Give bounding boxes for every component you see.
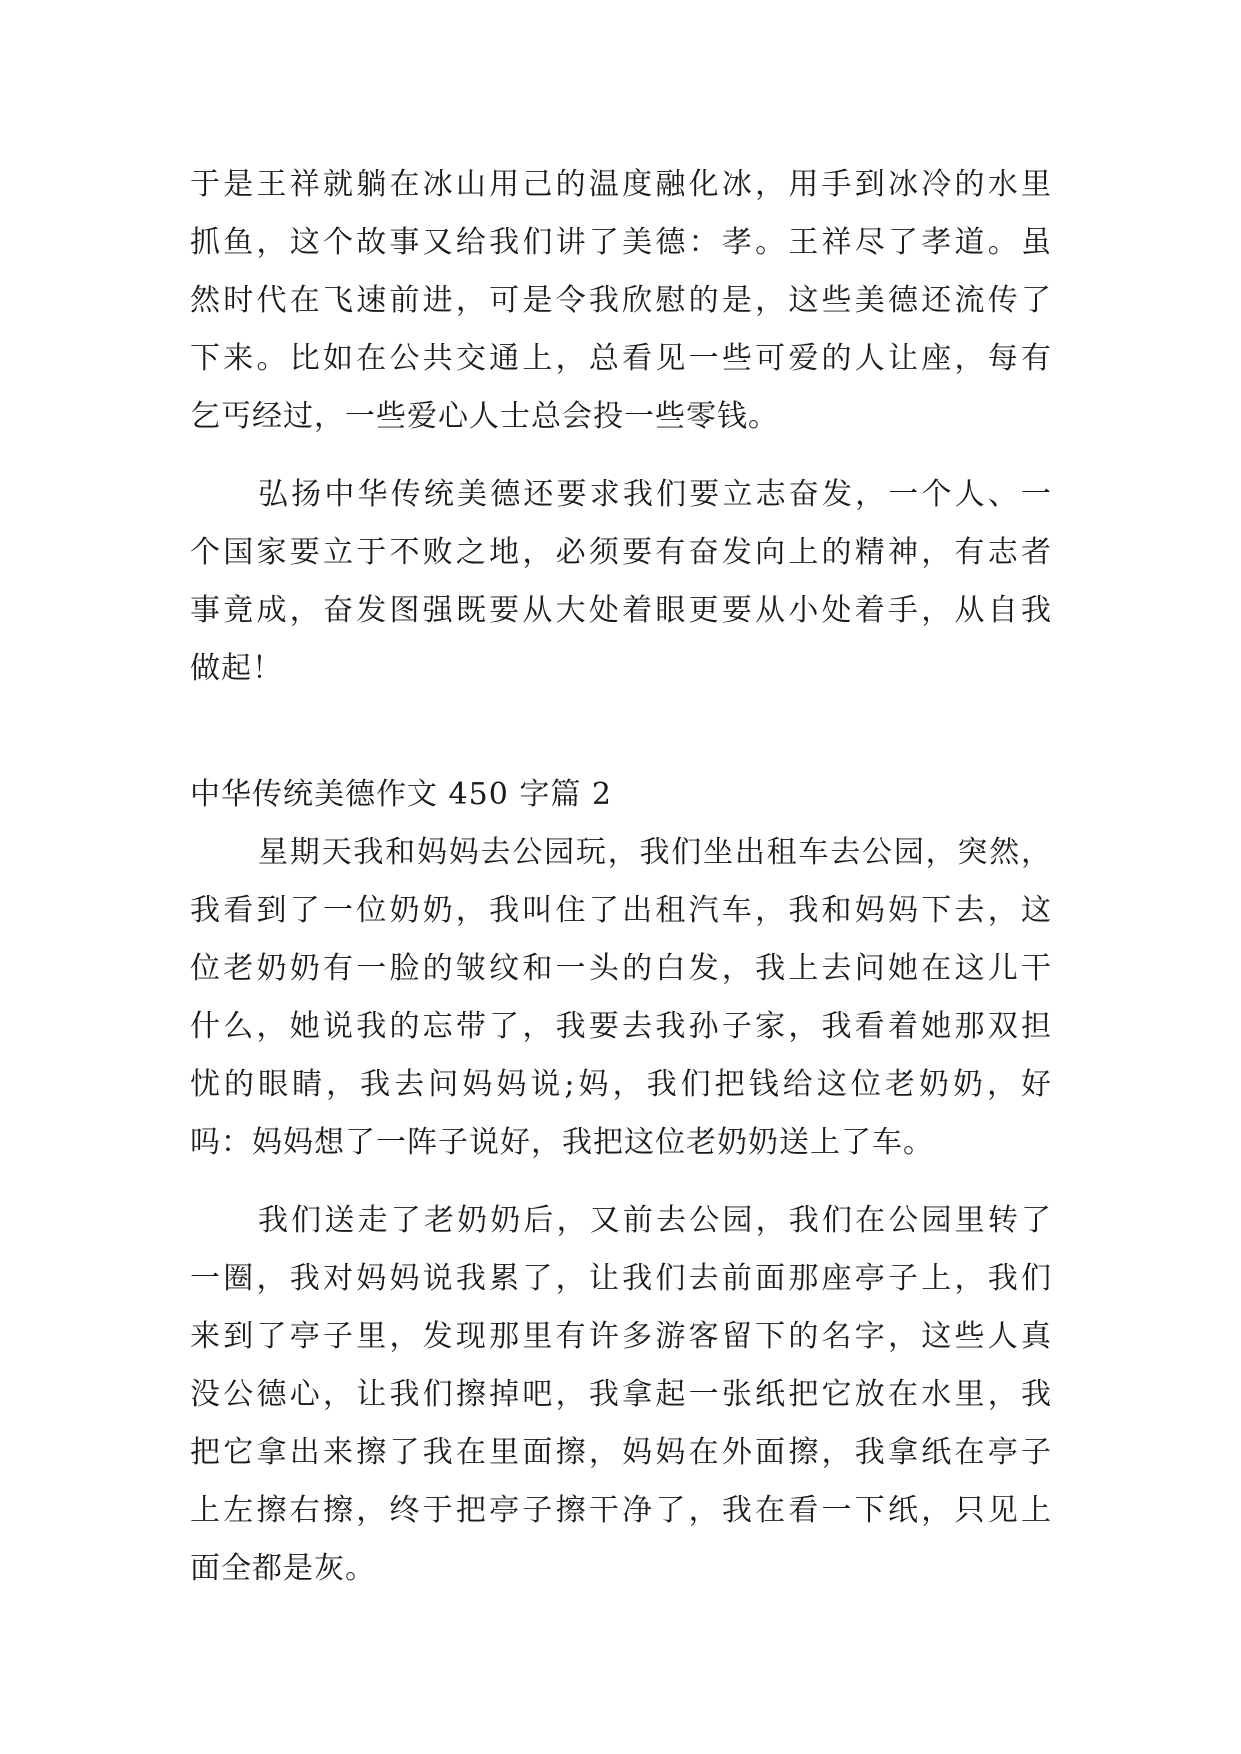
text-line: 忧的眼睛，我去问妈妈说;妈，我们把钱给这位老奶奶，好 bbox=[190, 1067, 1052, 1102]
paragraph-2 bbox=[190, 466, 1052, 698]
text-line: 上左擦右擦，终于把亭子擦干净了，我在看一下纸，只见上 bbox=[190, 1493, 1052, 1528]
paragraph-3 bbox=[190, 824, 1052, 1172]
text-line: 面全都是灰。 bbox=[190, 1551, 376, 1586]
document-body bbox=[190, 156, 1052, 1598]
text-line: 我看到了一位奶奶，我叫住了出租汽车，我和妈妈下去，这 bbox=[190, 893, 1052, 928]
text-line: 来到了亭子里，发现那里有许多游客留下的名字，这些人真 bbox=[190, 1319, 1052, 1354]
text-line: 于是王祥就躺在冰山用己的温度融化冰，用手到冰冷的水里 bbox=[190, 167, 1052, 202]
text-line: 把它拿出来擦了我在里面擦，妈妈在外面擦，我拿纸在亭子 bbox=[190, 1435, 1052, 1470]
text-line: 吗：妈妈想了一阵子说好，我把这位老奶奶送上了车。 bbox=[190, 1125, 934, 1160]
paragraph-1 bbox=[190, 156, 1052, 446]
text-line: 一圈，我对妈妈说我累了，让我们去前面那座亭子上，我们 bbox=[190, 1261, 1052, 1296]
text-line: 位老奶奶有一脸的皱纹和一头的白发，我上去问她在这儿干 bbox=[190, 951, 1052, 986]
text-line: 个国家要立于不败之地，必须要有奋发向上的精神，有志者 bbox=[190, 535, 1052, 570]
text-line: 事竟成，奋发图强既要从大处着眼更要从小处着手，从自我 bbox=[190, 593, 1052, 628]
text-line: 然时代在飞速前进，可是令我欣慰的是，这些美德还流传了 bbox=[190, 283, 1052, 318]
text-line: 没公德心，让我们擦掉吧，我拿起一张纸把它放在水里，我 bbox=[190, 1377, 1052, 1412]
text-line: 下来。比如在公共交通上，总看见一些可爱的人让座，每有 bbox=[190, 341, 1052, 376]
section-gap bbox=[190, 698, 1052, 766]
text-line: 抓鱼，这个故事又给我们讲了美德：孝。王祥尽了孝道。虽 bbox=[190, 225, 1052, 260]
text-line: 乞丐经过，一些爱心人士总会投一些零钱。 bbox=[190, 399, 779, 434]
paragraph-4 bbox=[190, 1192, 1052, 1598]
text-line: 弘扬中华传统美德还要求我们要立志奋发，一个人、一 bbox=[258, 477, 1052, 512]
text-line: 我们送走了老奶奶后，又前去公园，我们在公园里转了 bbox=[258, 1203, 1052, 1238]
text-line: 做起！ bbox=[190, 651, 283, 686]
text-line: 星期天我和妈妈去公园玩，我们坐出租车去公园，突然， bbox=[258, 835, 1052, 870]
section-heading: 中华传统美德作文 450 字篇 2 bbox=[190, 777, 612, 812]
text-line: 什么，她说我的忘带了，我要去我孙子家，我看着她那双担 bbox=[190, 1009, 1052, 1044]
